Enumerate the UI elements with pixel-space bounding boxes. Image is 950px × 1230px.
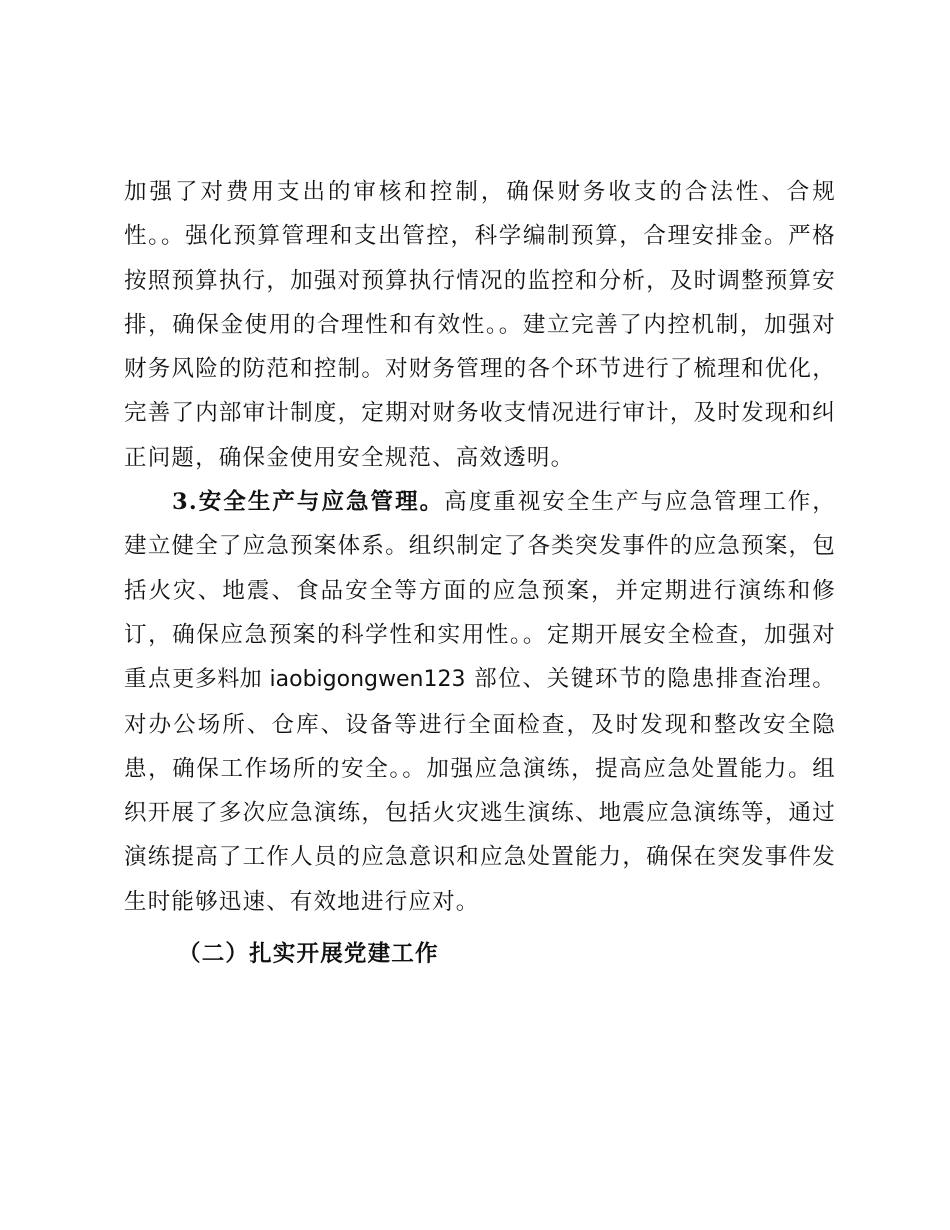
paragraph-safety-emergency — [124, 480, 836, 924]
paragraph-text-part1: 高度重视安全生产与应急管理工作，建立健全了应急预案体系。组织制定了各类突发事件的应急预案，包括火灾、地震、食品安全等方面的应急预案，并定期进行演练和修订，确保应急预案的科学性和实用性。。定期开展安全检查，加强对重点 — [124, 489, 837, 693]
paragraph-heading: 3.安全生产与应急管理。 — [172, 489, 445, 516]
paragraph-finance-control: 加强了对费用支出的审核和控制，确保财务收支的合法性、合规性。。强化预算管理和支出管控，科学编制预算，合理安排金。严格按照预算执行，加强对预算执行情况的监控和分析，及时调整预算安排，确保金使用的合理性和有效性。。建立完善了内控机制，加强对财务风险的防范和控制。对财务管理的各个环节进行了梳理和优化，完善了内部审计制度，定期对财务收支情况进行审计，及时发现和纠正问题，确保金使用安全规范、高效透明。 — [124, 179, 836, 471]
document-body — [124, 170, 836, 976]
section-heading: （二）扎实开展党建工作 — [178, 941, 439, 968]
paragraph-text-part2: 部位、关键环节的隐患排查治理。对办公场所、仓库、设备等进行全面检查，及时发现和整改安全隐患，确保工作场所的安全。。加强应急演练，提高应急处置能力。组织开展了多次应急演练，包括火灾逃生演练、地震应急演练等，通过演练提高了工作人员的应急意识和应急处置能力，确保在突发事件发生时能够迅速、有效地进行应对。 — [124, 666, 837, 915]
promo-watermark-text: 更多料加 iaobigongwen123 — [172, 667, 466, 693]
